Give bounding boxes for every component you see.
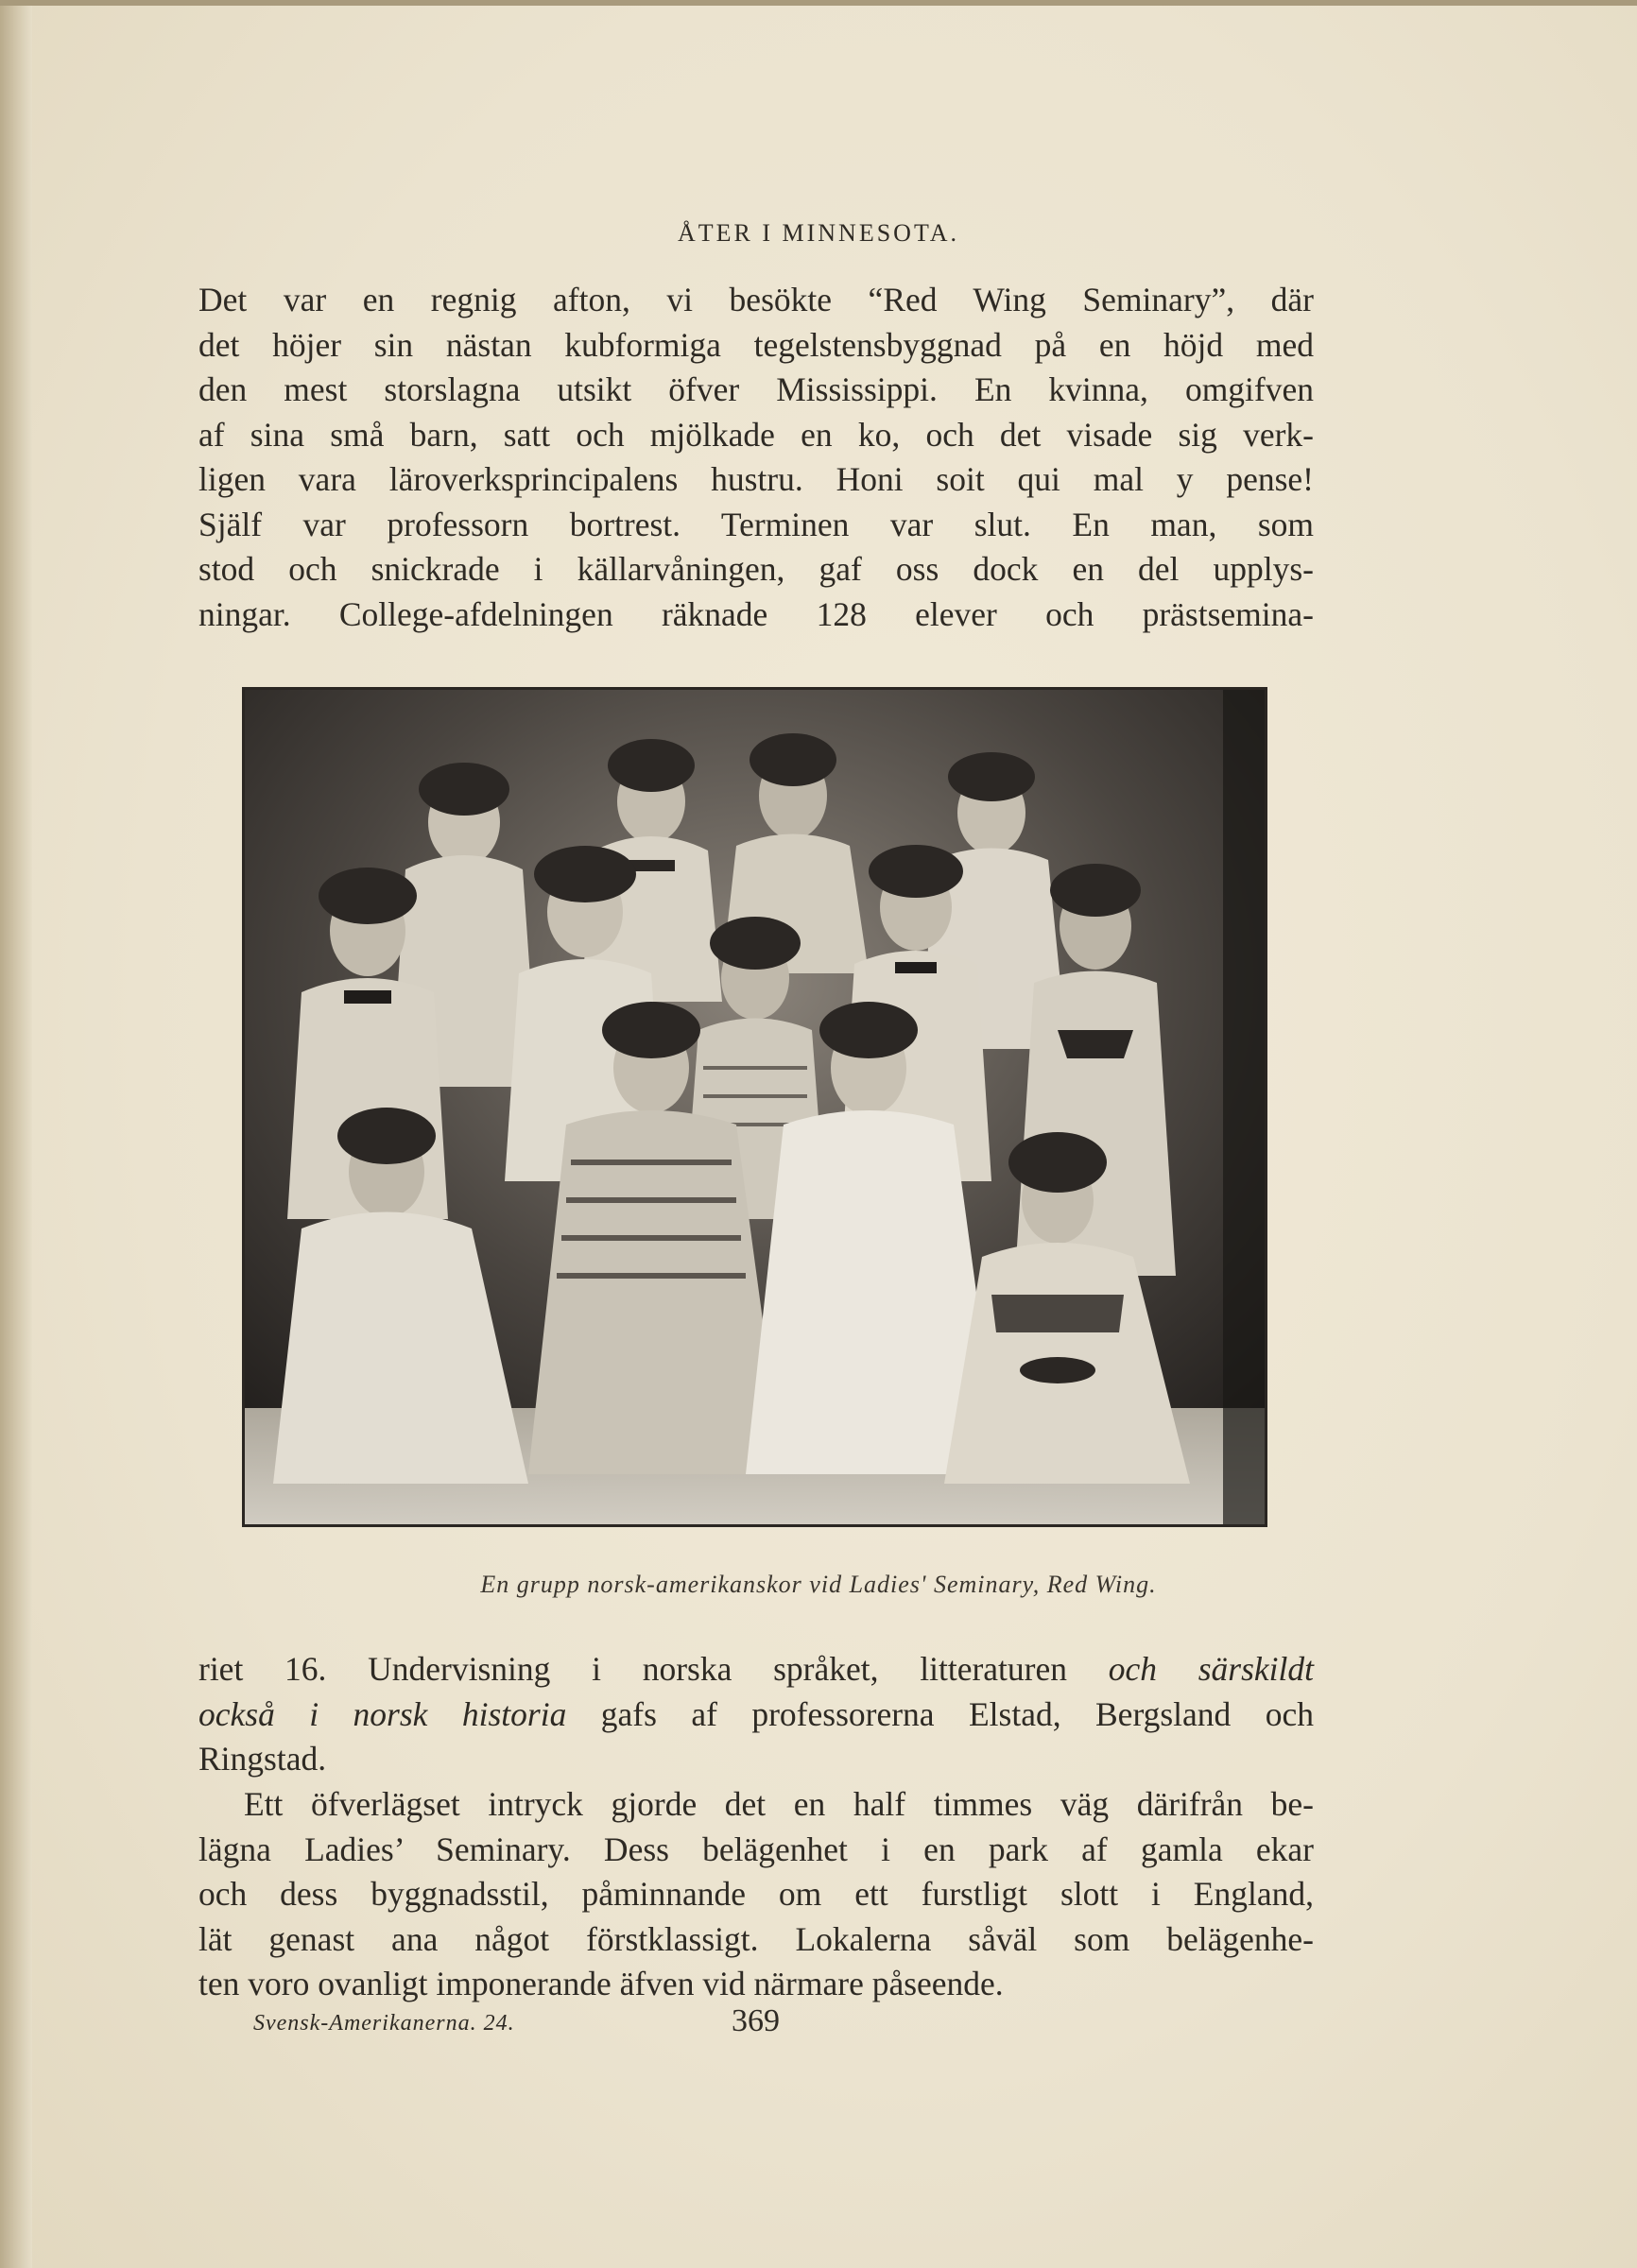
signature-mark: Svensk-Amerikanerna. 24. (253, 2011, 515, 2036)
text-line: lät genast ana något förstklassigt. Lokalerna såväl som belägenhe- (198, 1919, 1314, 1958)
text-segment: riet 16. Undervisning i norska språket, litteraturen (198, 1650, 1109, 1688)
emphasis-text: och särskildt (1108, 1650, 1314, 1688)
text-line: lägna Ladies’ Seminary. Dess belägenhet i en park af gamla ekar (198, 1830, 1314, 1868)
photo-caption: En grupp norsk-amerikanskor vid Ladies' Seminary, Red Wing. (480, 1571, 1157, 1598)
running-header: ÅTER I MINNESOTA. (677, 219, 960, 247)
text-segment: gafs af professorerna Elstad, Bergsland och (566, 1694, 1314, 1733)
text-line (198, 1647, 1314, 1692)
paragraph-2 (198, 1647, 1314, 1782)
text-line: Själf var professorn bortrest. Terminen var slut. En man, som (198, 505, 1314, 543)
paragraph-1 (198, 278, 1314, 637)
paragraph-3 (198, 1782, 1314, 2007)
text-line: ten voro ovanligt imponerande äfven vid närmare påseende. (198, 1965, 1004, 2002)
top-edge (0, 0, 1637, 6)
emphasis-text: också i norsk historia (198, 1694, 567, 1733)
text-line: Ett öfverlägset intryck gjorde det en half timmes väg därifrån be- (244, 1785, 1314, 1823)
text-line: den mest storslagna utsikt öfver Mississippi. En kvinna, omgifven (198, 370, 1314, 408)
text-line: Det var en regnig afton, vi besökte “Red Wing Seminary”, där (198, 281, 1314, 318)
text-line: af sina små barn, satt och mjölkade en ko, och det visade sig verk- (198, 415, 1314, 454)
text-line: stod och snickrade i källarvåningen, gaf oss dock en del upplys- (198, 550, 1314, 588)
group-portrait-image (245, 690, 1265, 1524)
binding-edge (0, 0, 32, 2268)
text-line: Ringstad. (198, 1740, 327, 1778)
text-line: och dess byggnadsstil, påminnande om ett furstligt slott i England, (198, 1875, 1314, 1913)
text-line: ligen vara läroverksprincipalens hustru. Honi soit qui mal y pense! (198, 460, 1314, 498)
group-portrait-photo (242, 687, 1267, 1527)
text-line: ningar. College-afdelningen räknade 128 elever och prästsemina- (198, 594, 1314, 633)
text-line (198, 1692, 1314, 1738)
text-line: det höjer sin nästan kubformiga tegelstensbyggnad på en höjd med (198, 325, 1314, 364)
page-number: 369 (732, 2003, 780, 2038)
